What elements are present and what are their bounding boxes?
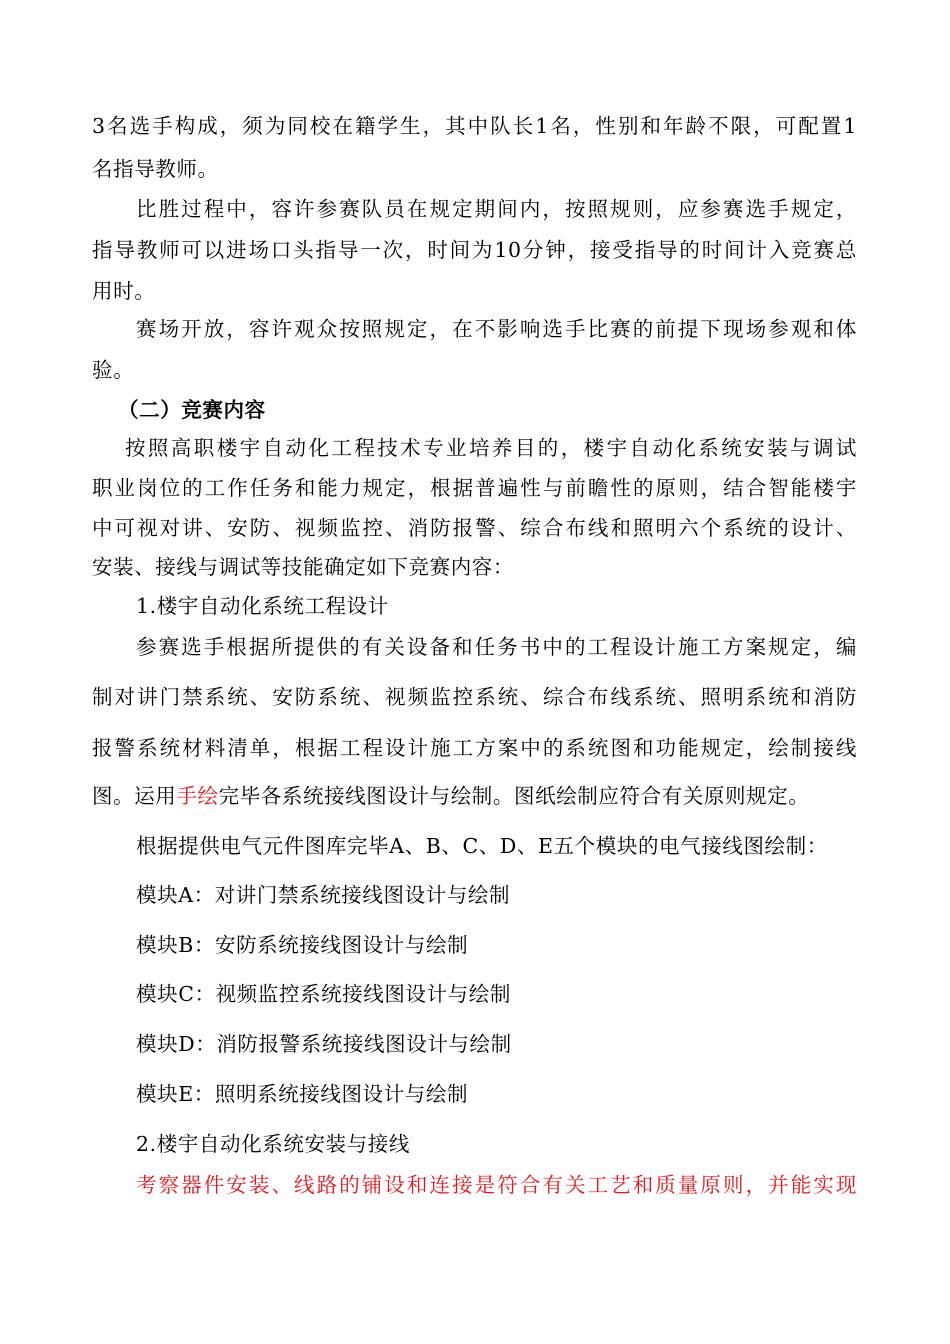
intro-line-1: 按照高职楼宇自动化工程技术专业培养目的，楼宇自动化系统安装与调试 (125, 436, 857, 460)
team-paragraph-line-2: 名指导教师。 (92, 157, 219, 181)
guidance-paragraph-line-3: 用时。 (92, 279, 156, 303)
module-d: 模块D：消防报警系统接线图设计与绘制 (136, 1032, 512, 1056)
item1-line-4-end: 完毕各系统接线图设计与绘制。图纸绘制应符合有关原则规定。 (218, 784, 810, 808)
guidance-paragraph-line-1: 比胜过程中，容许参赛队员在规定期间内，按照规则，应参赛选手规定， (136, 197, 857, 221)
item1-line-3: 报警系统材料清单，根据工程设计施工方案中的系统图和功能规定，绘制接线 (92, 736, 857, 760)
item1-line-4-start: 图。运用 (92, 784, 177, 808)
team-paragraph-line-1: 3名选手构成，须为同校在籍学生，其中队长1名，性别和年龄不限，可配置1 (92, 114, 857, 138)
venue-paragraph-line-1: 赛场开放，容许观众按照规定，在不影响选手比赛的前提下现场参观和体 (136, 317, 857, 341)
module-c: 模块C：视频监控系统接线图设计与绘制 (136, 982, 511, 1006)
section-heading: （二）竞赛内容 (118, 398, 266, 422)
module-b: 模块B：安防系统接线图设计与绘制 (136, 933, 469, 957)
item1-line-1: 参赛选手根据所提供的有关设备和任务书中的工程设计施工方案规定，编 (136, 635, 857, 659)
item1-line-2: 制对讲门禁系统、安防系统、视频监控系统、综合布线系统、照明系统和消防 (92, 685, 857, 709)
venue-paragraph-line-2: 验。 (92, 358, 135, 382)
modules-intro: 根据提供电气元件图库完毕A、B、C、D、E五个模块的电气接线图绘制： (136, 834, 828, 858)
hand-drawing-highlight: 手绘 (176, 784, 219, 808)
intro-line-3: 中可视对讲、安防、视频监控、消防报警、综合布线和照明六个系统的设计、 (92, 516, 857, 540)
intro-line-2: 职业岗位的工作任务和能力规定，根据普遍性与前瞻性的原则，结合智能楼宇 (92, 476, 857, 500)
module-a: 模块A：对讲门禁系统接线图设计与绘制 (136, 883, 511, 907)
guidance-paragraph-line-2: 指导教师可以进场口头指导一次，时间为10分钟，接受指导的时间计入竞赛总 (92, 238, 857, 262)
item2-line-1: 考察器件安装、线路的铺设和连接是符合有关工艺和质量原则，并能实现 (136, 1173, 857, 1197)
item1-title: 1.楼宇自动化系统工程设计 (136, 594, 389, 618)
module-e: 模块E：照明系统接线图设计与绘制 (136, 1082, 469, 1106)
intro-line-4: 安装、接线与调试等技能确定如下竞赛内容： (92, 555, 514, 579)
item1-line-4 (92, 782, 809, 810)
item2-title: 2.楼宇自动化系统安装与接线 (136, 1132, 410, 1156)
